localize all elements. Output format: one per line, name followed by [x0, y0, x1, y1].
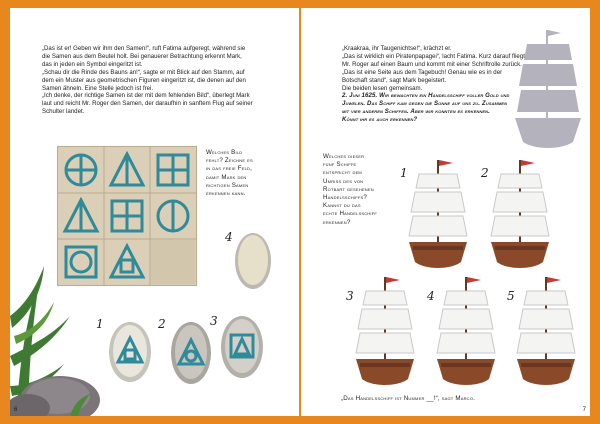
story-line: „Ich denke, der richtige Samen ist der mit dem fehlenden Bild“, überlegt Mark	[42, 92, 250, 100]
triangle-square-symbol	[111, 246, 143, 277]
empty-field	[151, 240, 195, 284]
ship-4[interactable]	[435, 273, 497, 393]
story-line: Schulter landet.	[42, 108, 85, 116]
ship-number: 2	[481, 166, 489, 180]
triangle-split-symbol	[111, 154, 143, 185]
seed-number: 4	[225, 230, 233, 244]
diary-line: Könnt ihr es auch erkennen?	[342, 116, 418, 124]
story-line: „Das ist er! Geben wir ihm den Samen!“, ruft Fatima aufgeregt, während sie	[42, 45, 246, 52]
square-grid-symbol	[158, 155, 188, 185]
rocks-illustration	[10, 358, 105, 416]
diary-line: 2. Juni 1625. Wir bewachten ein Handelsschiff voller Gold und	[342, 92, 510, 100]
circle-split-symbol	[158, 201, 188, 231]
story-line: „Das ist wirklich ein Piratenpapagei“, lacht Fatima. Kurz darauf fliegt	[342, 52, 525, 60]
page-number: 6	[14, 407, 18, 413]
right-page	[301, 8, 590, 416]
page-number: 7	[582, 407, 586, 413]
story-line: Mr. Roger auf einen Baum und kommt mit einer Schriftrolle zurück.	[342, 60, 522, 68]
story-line: „Schau dir die Rinde des Bauns an!“, sagte er mit Blick auf den Stamm, auf	[42, 68, 245, 76]
ship-2[interactable]	[489, 156, 551, 276]
story-line: Die beiden lesen gemeinsam.	[342, 84, 423, 92]
left-story	[42, 45, 287, 116]
seed-number: 3	[210, 314, 218, 328]
left-question: Welches Bild fehlt? Zeichne es in das freie Feld, damit Mark den richtigen Samen erkennen kann.	[206, 149, 253, 198]
story-line: das in jeden ein Symbol eingeritzt ist.	[42, 60, 143, 68]
seed-2[interactable]	[168, 320, 214, 386]
ship-number: 3	[346, 289, 354, 303]
ship-5[interactable]	[515, 273, 577, 393]
story-line: „Das ist eine Seite aus dem Tagebuch! Genau wie es in der	[342, 68, 503, 76]
seed-number: 2	[158, 317, 166, 331]
story-line: dem ein Muster aus geometrischen Figuren eingeritzt ist, die denen auf den	[42, 76, 246, 84]
triangle-split-symbol	[65, 200, 97, 231]
seed-number: 1	[96, 317, 104, 331]
ship-number: 1	[400, 166, 408, 180]
ship-3[interactable]	[354, 273, 416, 393]
ship-1[interactable]	[407, 156, 469, 276]
story-line: Samen ähneln. Eine Stelle jedoch ist frei.	[42, 84, 154, 92]
ship-number: 4	[427, 289, 435, 303]
diary-line: Juwelen. Das Schiff kam gegen die Sonne auf uns zu. Zusammen	[342, 100, 508, 108]
story-line: „Kraakraa, ihr Taugenichtse!“, krächzt er.	[342, 45, 452, 52]
square-cross-symbol	[112, 201, 142, 231]
story-line: laut und reicht Mr. Roger den Samen, der daraufhin in sanftem Flug auf seiner	[42, 100, 253, 108]
left-page	[10, 8, 299, 416]
seed-1[interactable]	[106, 320, 154, 384]
diary-line: mit vier anderen Schiffen. Aber wir konnten es erkennen.	[342, 108, 490, 116]
answer-line: „Das Handelsschiff ist Nummer __!“, sagt Marco.	[341, 395, 475, 402]
story-line: Botschaft stand“, sagt Mark begeistert.	[342, 76, 447, 84]
right-question: Welches dieser fünf Schiffe entspricht dem Umriss des von Rotbart gesehenen Handelsschiffs? Kannst du das echte Handelsschiff erkennen?	[323, 153, 377, 226]
circle-cross-symbol	[66, 155, 96, 185]
seed-3[interactable]	[218, 314, 266, 380]
ship-number: 5	[507, 289, 515, 303]
story-line: die Samen aus dem Beutel holt. Bei genauerer Betrachtung erkennt Mark,	[42, 52, 242, 60]
ship-silhouette	[513, 24, 583, 156]
seed-4-blank[interactable]	[232, 230, 274, 292]
